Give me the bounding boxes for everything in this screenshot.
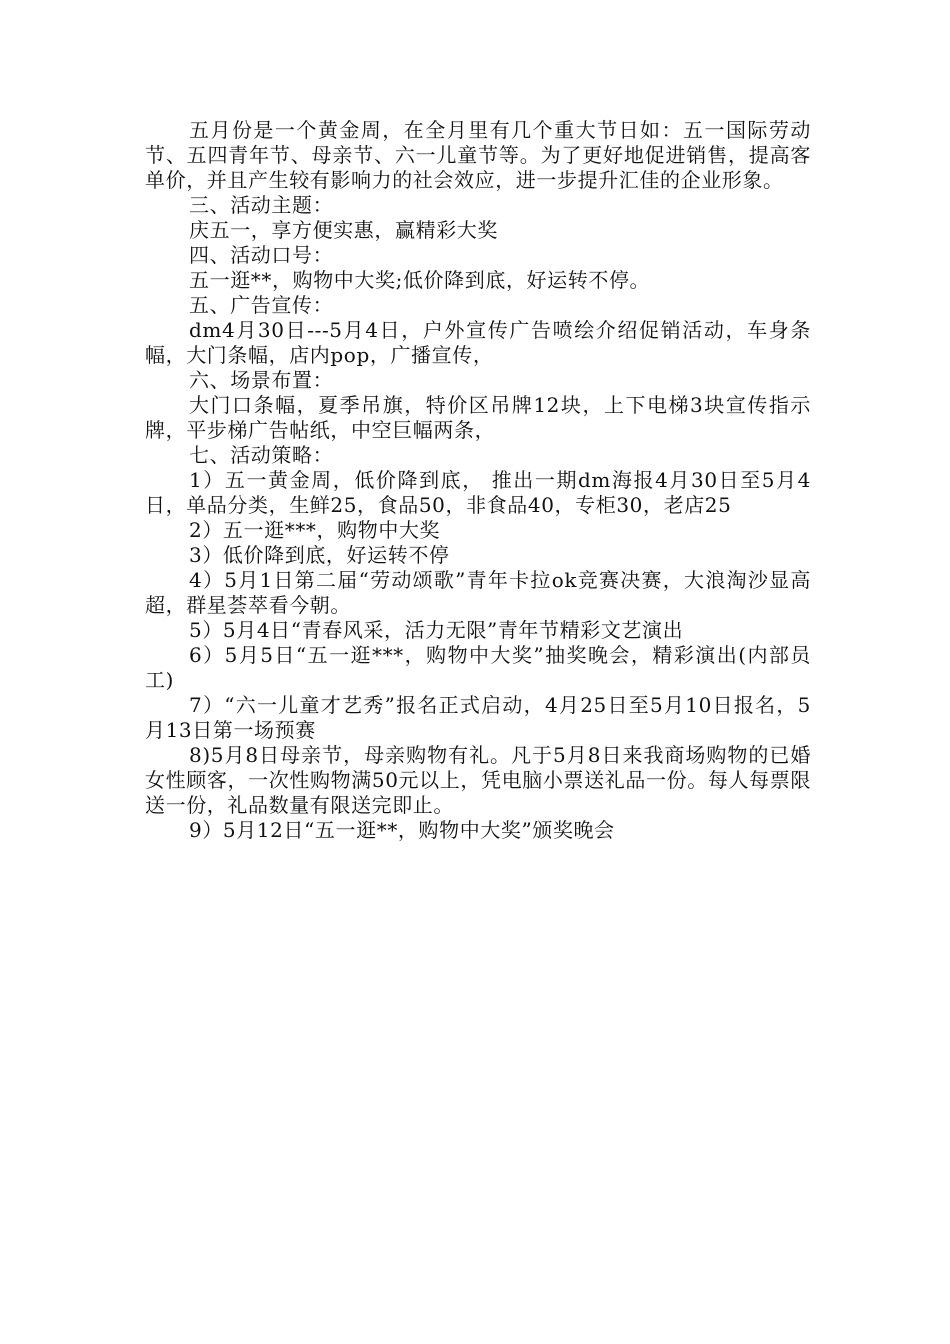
theme-text: 庆五一，享方便实惠，赢精彩大奖 — [189, 218, 498, 242]
strategy-item-7: 7）“六一儿童才艺秀”报名正式启动，4月25日至5月10日报名，5月13日第一场预赛 — [145, 693, 811, 742]
section-heading-advertising: 五、广告宣传： — [189, 293, 334, 317]
strategy-item-2: 2）五一逛***，购物中大奖 — [189, 518, 441, 542]
strategy-item-4: 4）5月1日第二届“劳动颂歌”青年卡拉ok竞赛决赛，大浪淘沙显高超，群星荟萃看今朝。 — [145, 568, 811, 617]
document-body — [145, 118, 811, 843]
section-heading-slogan: 四、活动口号： — [189, 243, 334, 267]
strategy-item-5: 5）5月4日“青春风采，活力无限”青年节精彩文艺演出 — [189, 618, 684, 642]
section-heading-strategy: 七、活动策略： — [189, 443, 334, 467]
strategy-item-1: 1）五一黄金周，低价降到底， 推出一期dm海报4月30日至5月4日，单品分类，生鲜25，食品50，非食品40，专柜30，老店25 — [145, 468, 811, 517]
section-heading-scene: 六、场景布置： — [189, 368, 334, 392]
intro-paragraph: 五月份是一个黄金周，在全月里有几个重大节日如：五一国际劳动节、五四青年节、母亲节、六一儿童节等。为了更好地促进销售，提高客单价，并且产生较有影响力的社会效应，进一步提升汇佳的企业形象。 — [145, 118, 811, 192]
strategy-item-8: 8)5月8日母亲节，母亲购物有礼。凡于5月8日来我商场购物的已婚女性顾客，一次性购物满50元以上，凭电脑小票送礼品一份。每人每票限送一份，礼品数量有限送完即止。 — [145, 743, 811, 817]
advertising-text: dm4月30日---5月4日，户外宣传广告喷绘介绍促销活动，车身条幅，大门条幅，店内pop，广播宣传， — [145, 318, 811, 367]
strategy-item-9: 9）5月12日“五一逛**，购物中大奖”颁奖晚会 — [189, 818, 615, 842]
section-heading-theme: 三、活动主题： — [189, 193, 334, 217]
strategy-item-3: 3）低价降到底，好运转不停 — [189, 543, 450, 567]
strategy-item-6: 6）5月5日“五一逛***，购物中大奖”抽奖晚会，精彩演出(内部员工) — [145, 643, 811, 692]
slogan-text: 五一逛**，购物中大奖;低价降到底，好运转不停。 — [189, 268, 651, 292]
scene-text: 大门口条幅，夏季吊旗，特价区吊牌12块，上下电梯3块宣传指示牌，平步梯广告帖纸，中空巨幅两条， — [145, 393, 811, 442]
